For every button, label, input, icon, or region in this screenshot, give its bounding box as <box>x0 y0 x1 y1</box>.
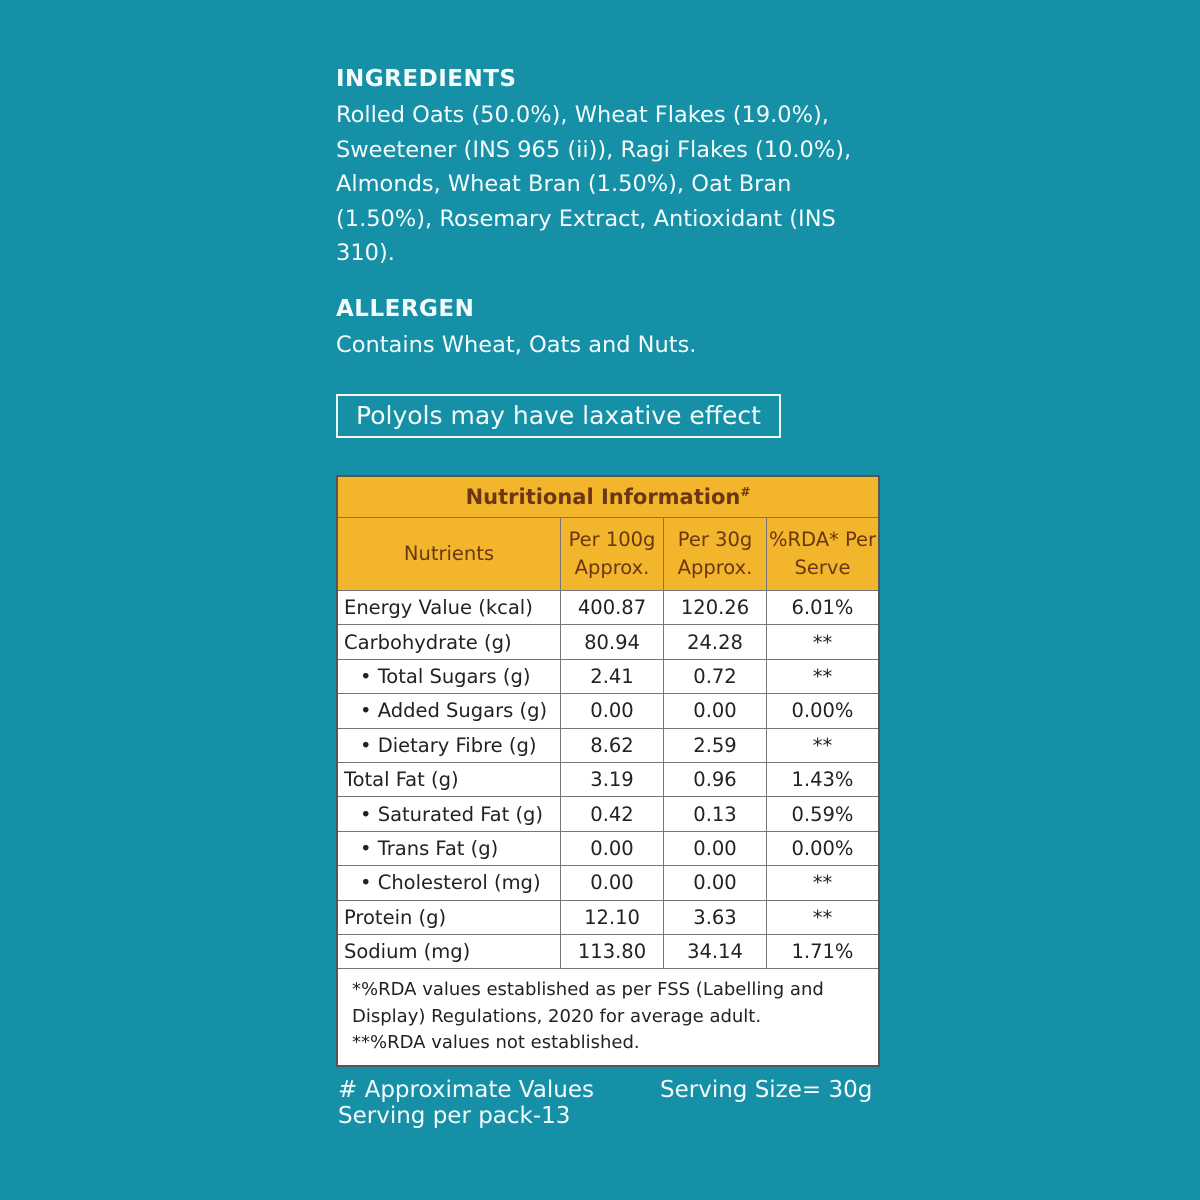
nutrient-name: • Cholesterol (mg) <box>337 866 561 900</box>
per-100g-value: 0.00 <box>561 866 664 900</box>
per-30g-value: 0.00 <box>664 694 767 728</box>
allergen-heading: ALLERGEN <box>336 296 475 322</box>
table-row <box>337 900 879 934</box>
nutrient-name: Total Fat (g) <box>337 762 561 796</box>
per-30g-value: 3.63 <box>664 900 767 934</box>
table-row <box>337 866 879 900</box>
table-row <box>337 934 879 968</box>
col-header-per100: Per 100g Approx. <box>561 518 664 591</box>
title-mark: # <box>740 485 751 499</box>
per-100g-value: 3.19 <box>561 762 664 796</box>
ingredients-text: Rolled Oats (50.0%), Wheat Flakes (19.0%), Sweetener (INS 965 (ii)), Ragi Flakes (10.0%), Almonds, Wheat Bran (1.50%), Oat Bran (1.50%), Rosemary Extract, Antioxidant (INS 310). <box>336 102 852 266</box>
per-30g-value: 24.28 <box>664 625 767 659</box>
per-100g-value: 80.94 <box>561 625 664 659</box>
rda-value: 0.59% <box>767 797 880 831</box>
nutrient-name: • Added Sugars (g) <box>337 694 561 728</box>
per-100g-value: 113.80 <box>561 934 664 968</box>
col-header-rda: %RDA* Per Serve <box>767 518 880 591</box>
approx-values-note: # Approximate Values <box>338 1077 594 1103</box>
table-title <box>337 476 879 518</box>
rda-value: ** <box>767 625 880 659</box>
col-header-per30: Per 30g Approx. <box>664 518 767 591</box>
serving-size: Serving Size= 30g <box>660 1077 873 1103</box>
per-30g-value: 2.59 <box>664 728 767 762</box>
rda-value: ** <box>767 866 880 900</box>
nutrient-name: Carbohydrate (g) <box>337 625 561 659</box>
per-30g-value: 0.96 <box>664 762 767 796</box>
table-row <box>337 797 879 831</box>
per-100g-value: 0.00 <box>561 831 664 865</box>
nutrient-name: Energy Value (kcal) <box>337 591 561 625</box>
rda-value: 0.00% <box>767 694 880 728</box>
table-row <box>337 659 879 693</box>
table-row <box>337 728 879 762</box>
rda-value: ** <box>767 659 880 693</box>
per-30g-value: 0.72 <box>664 659 767 693</box>
per-100g-value: 0.42 <box>561 797 664 831</box>
rda-value: 6.01% <box>767 591 880 625</box>
per-30g-value: 0.13 <box>664 797 767 831</box>
rda-value: ** <box>767 900 880 934</box>
nutrient-name: • Saturated Fat (g) <box>337 797 561 831</box>
per-100g-value: 400.87 <box>561 591 664 625</box>
table-title-text: Nutritional Information <box>465 485 741 509</box>
rda-value: 0.00% <box>767 831 880 865</box>
servings-per-pack: Serving per pack-13 <box>338 1103 571 1129</box>
allergen-text: Contains Wheat, Oats and Nuts. <box>336 332 697 358</box>
note-rda: *%RDA values established as per FSS (Labelling and Display) Regulations, 2020 for average adult. <box>352 979 824 1027</box>
per-100g-value: 2.41 <box>561 659 664 693</box>
col-header-nutrients: Nutrients <box>337 518 561 591</box>
per-30g-value: 0.00 <box>664 831 767 865</box>
table-body <box>337 591 879 969</box>
per-100g-value: 0.00 <box>561 694 664 728</box>
rda-value: 1.43% <box>767 762 880 796</box>
ingredients-heading: INGREDIENTS <box>336 66 517 92</box>
table-row <box>337 625 879 659</box>
table-row <box>337 591 879 625</box>
rda-value: 1.71% <box>767 934 880 968</box>
per-30g-value: 34.14 <box>664 934 767 968</box>
nutrient-name: Sodium (mg) <box>337 934 561 968</box>
table-row <box>337 831 879 865</box>
nutrient-name: • Total Sugars (g) <box>337 659 561 693</box>
nutrient-name: • Trans Fat (g) <box>337 831 561 865</box>
per-100g-value: 12.10 <box>561 900 664 934</box>
rda-value: ** <box>767 728 880 762</box>
per-30g-value: 0.00 <box>664 866 767 900</box>
laxative-warning-box: Polyols may have laxative effect <box>336 394 781 438</box>
table-row <box>337 694 879 728</box>
nutrient-name: • Dietary Fibre (g) <box>337 728 561 762</box>
nutrient-name: Protein (g) <box>337 900 561 934</box>
footer-left <box>338 1077 594 1129</box>
table-notes <box>337 969 879 1066</box>
per-100g-value: 8.62 <box>561 728 664 762</box>
per-30g-value: 120.26 <box>664 591 767 625</box>
table-row <box>337 762 879 796</box>
note-not-established: **%RDA values not established. <box>352 1032 640 1054</box>
nutrition-table <box>336 475 880 1067</box>
